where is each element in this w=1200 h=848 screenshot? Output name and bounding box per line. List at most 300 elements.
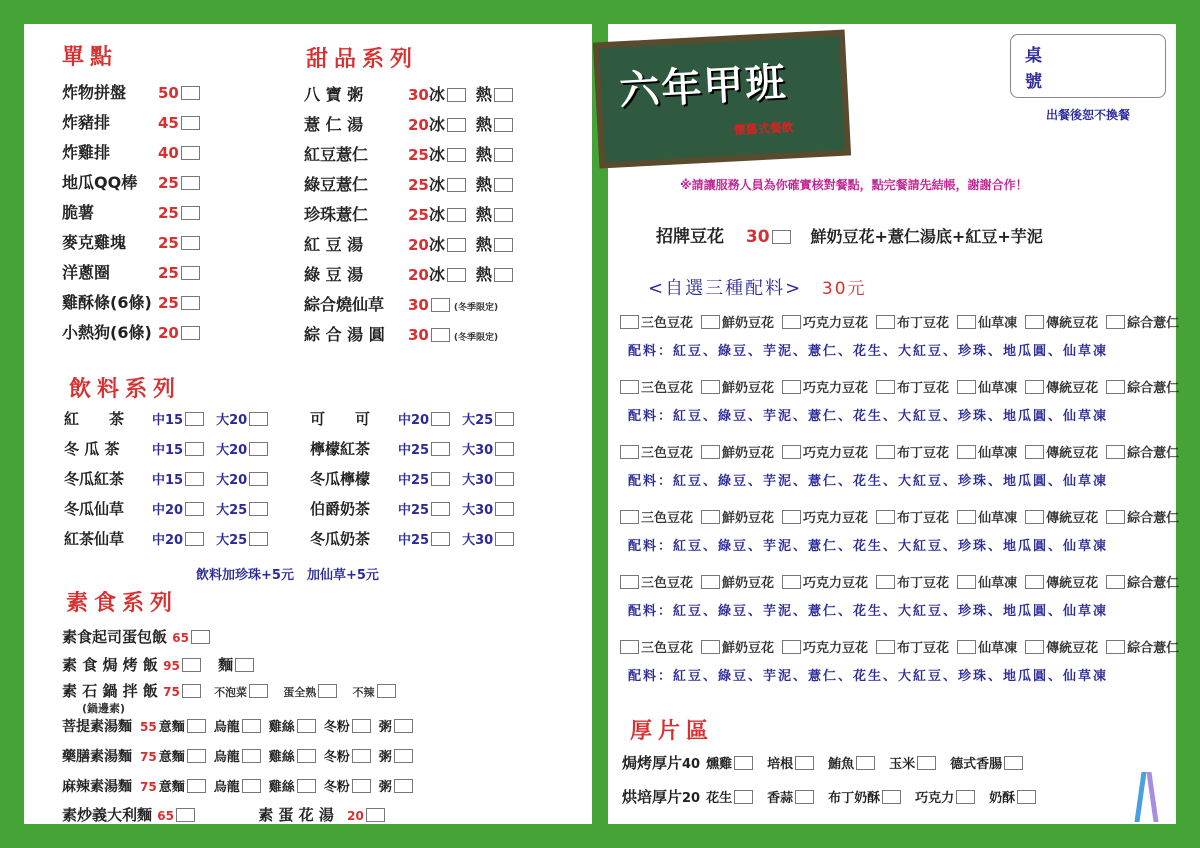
single-item-checkbox[interactable] [181,326,200,340]
single-item-checkbox[interactable] [181,266,200,280]
dessert-item-price: 20 [408,116,429,134]
mid-price: 20 [411,413,430,428]
custom-base-label: 巧克力豆花 [803,446,869,461]
mid-label: 中 [152,413,166,428]
single-item-name: 麥克雞塊 [62,233,127,252]
drink-item-row [310,468,516,489]
drink-item-row [310,528,516,549]
single-item-price: 25 [158,204,179,222]
veg-pasta-price: 65 [157,809,174,823]
no-exchange-note: 出餐後恕不換餐 [1046,108,1131,122]
custom-base-checkbox[interactable] [782,575,801,589]
custom-base-checkbox[interactable] [782,380,801,394]
noodle-option-label: 雞絲 [268,720,295,735]
board-subtitle: 懷舊式餐飲 [733,120,794,138]
large-label: 大 [462,503,476,518]
large-price: 30 [475,473,494,488]
veg-cheese-price: 65 [172,631,189,645]
large-checkbox[interactable] [249,442,268,456]
noodle-option-label: 烏龍 [213,780,240,795]
custom-base-checkbox[interactable] [1106,640,1125,654]
table-label-2: 號 [1025,72,1042,92]
mid-label: 中 [398,533,412,548]
custom-base-checkbox[interactable] [701,640,720,654]
custom-base-checkbox[interactable] [1106,380,1125,394]
mid-checkbox[interactable] [431,412,450,426]
single-item-checkbox[interactable] [181,236,200,250]
ice-checkbox[interactable] [447,88,466,102]
dessert-item-checkbox[interactable] [431,328,450,342]
noodle-option-label: 粥 [378,780,392,795]
noodle-option-checkbox[interactable] [187,719,206,733]
custom-base-checkbox[interactable] [1025,640,1044,654]
veg-soup-row [62,776,415,796]
custom-base-checkbox[interactable] [620,315,639,329]
noodle-option-checkbox[interactable] [297,719,316,733]
drinks-addon-note: 飲料加珍珠+5元 加仙草+5元 [196,568,379,583]
custom-base-label: 鮮奶豆花 [722,511,775,526]
noodle-option-checkbox[interactable] [394,779,413,793]
signature-name: 招牌豆花 [656,227,724,247]
custom-base-option [618,573,693,591]
custom-base-option [1023,638,1098,656]
custom-base-checkbox[interactable] [1025,315,1044,329]
custom-base-option [955,573,1017,591]
table-label-1: 桌 [1025,46,1042,66]
custom-base-checkbox[interactable] [957,445,976,459]
custom-base-label: 綜合薏仁 [1127,446,1180,461]
single-item-checkbox[interactable] [181,296,200,310]
noodle-option-checkbox[interactable] [242,779,261,793]
hot-checkbox[interactable] [494,238,513,252]
mid-checkbox[interactable] [431,532,450,546]
custom-base-label: 鮮奶豆花 [722,316,775,331]
hot-checkbox[interactable] [494,148,513,162]
single-item-price: 20 [158,324,179,342]
mid-checkbox[interactable] [185,532,204,546]
custom-base-checkbox[interactable] [1106,510,1125,524]
custom-base-option [1023,573,1098,591]
drink-item-name: 冬瓜仙草 [64,500,125,518]
veg-eggsoup-checkbox[interactable] [366,808,385,822]
custom-base-checkbox[interactable] [876,510,895,524]
drink-item-name: 冬瓜奶茶 [310,530,371,548]
custom-base-checkbox[interactable] [782,640,801,654]
custom-base-label: 仙草凍 [978,446,1018,461]
mid-price: 15 [165,413,184,428]
large-checkbox[interactable] [495,532,514,546]
toast-option-checkbox[interactable] [795,756,814,770]
dessert-item-row [304,322,498,345]
custom-base-option [699,638,774,656]
large-label: 大 [462,443,476,458]
custom-base-checkbox[interactable] [701,315,720,329]
custom-base-checkbox[interactable] [1106,315,1125,329]
toast-option-label: 鮪魚 [828,757,855,772]
custom-base-option [1104,378,1179,396]
noodle-option-checkbox[interactable] [394,719,413,733]
custom-base-label: 布丁豆花 [897,576,950,591]
large-checkbox[interactable] [495,502,514,516]
custom-base-checkbox[interactable] [957,640,976,654]
toast-option-checkbox[interactable] [795,790,814,804]
dessert-item-name: 紅豆薏仁 [304,145,369,164]
noodle-option-checkbox[interactable] [242,719,261,733]
veg-bibim-opt1: 不泡菜 [214,686,248,699]
custom-base-checkbox[interactable] [782,315,801,329]
ice-checkbox[interactable] [447,118,466,132]
large-checkbox[interactable] [495,442,514,456]
drink-item-row [64,498,270,519]
custom-base-checkbox[interactable] [701,575,720,589]
custom-base-checkbox[interactable] [701,380,720,394]
custom-base-checkbox[interactable] [701,510,720,524]
custom-base-checkbox[interactable] [876,380,895,394]
veg-soup-row [62,716,415,736]
mid-checkbox[interactable] [185,412,204,426]
large-label: 大 [462,413,476,428]
custom-title: <自選三種配料> [648,278,803,299]
noodle-option-checkbox[interactable] [394,749,413,763]
toast-option-label: 燻雞 [706,757,733,772]
custom-base-checkbox[interactable] [1106,445,1125,459]
custom-base-label: 布丁豆花 [897,641,950,656]
single-item-row [62,290,202,313]
dessert-item-row [304,202,515,225]
single-item-name: 地瓜QQ棒 [62,173,138,192]
toast-option-label: 花生 [706,791,733,806]
custom-base-option [699,378,774,396]
mid-checkbox[interactable] [431,442,450,456]
custom-base-option [699,573,774,591]
custom-base-checkbox[interactable] [1106,575,1125,589]
mid-label: 中 [398,413,412,428]
custom-base-checkbox[interactable] [782,445,801,459]
custom-base-label: 三色豆花 [641,511,694,526]
single-item-name: 小熱狗(6條) [62,323,152,342]
veg-section-title: 素食系列 [66,591,179,616]
drink-item-row [64,528,270,549]
hot-label: 熱 [475,145,492,164]
seasonal-note: (冬季限定) [453,333,499,343]
single-item-name: 洋蔥圈 [62,263,111,282]
veg-eggsoup-name: 素 蛋 花 湯 [258,806,334,824]
custom-base-checkbox[interactable] [876,640,895,654]
custom-base-label: 布丁豆花 [897,316,950,331]
single-item-checkbox[interactable] [181,116,200,130]
ice-label: 冰 [428,85,445,104]
hot-label: 熱 [475,265,492,284]
hot-label: 熱 [475,85,492,104]
custom-base-label: 巧克力豆花 [803,316,869,331]
custom-base-option [1104,508,1179,526]
drink-item-name: 冬瓜檸檬 [310,470,371,488]
large-checkbox[interactable] [249,412,268,426]
custom-base-checkbox[interactable] [876,315,895,329]
single-item-checkbox[interactable] [181,86,200,100]
single-item-checkbox[interactable] [181,206,200,220]
toast-option-checkbox[interactable] [734,756,753,770]
ice-checkbox[interactable] [447,148,466,162]
custom-base-checkbox[interactable] [957,575,976,589]
hot-checkbox[interactable] [494,208,513,222]
veg-bibim-opt1-checkbox[interactable] [249,684,268,698]
toast-option-checkbox[interactable] [1004,756,1023,770]
custom-base-checkbox[interactable] [701,445,720,459]
custom-base-label: 仙草凍 [978,316,1018,331]
veg-bibim-checkbox[interactable] [182,684,201,698]
custom-base-label: 三色豆花 [641,381,694,396]
single-item-row [62,140,202,163]
table-number-box[interactable] [1010,34,1166,98]
veg-baked-rice-checkbox[interactable] [182,658,201,672]
toast-name: 烘培厚片 [622,788,683,806]
mid-checkbox[interactable] [185,442,204,456]
dessert-item-row [304,232,515,255]
service-notice: ※請讓服務人員為你確實核對餐點，點完餐請先結帳，謝謝合作！ [680,178,1028,192]
ice-checkbox[interactable] [447,238,466,252]
dessert-item-name: 綠 豆 湯 [304,265,364,284]
veg-eggsoup-price: 20 [347,809,364,823]
custom-base-label: 綜合薏仁 [1127,316,1180,331]
large-checkbox[interactable] [249,502,268,516]
ice-label: 冰 [428,115,445,134]
hot-label: 熱 [475,235,492,254]
single-item-checkbox[interactable] [181,176,200,190]
veg-bibim-opt3: 不辣 [352,686,375,699]
custom-base-label: 傳統豆花 [1046,316,1099,331]
noodle-option-checkbox[interactable] [352,719,371,733]
single-item-name: 炸物拼盤 [62,83,127,102]
toast-price: 40 [682,757,701,772]
custom-base-row [618,377,1185,396]
noodle-option-checkbox[interactable] [297,749,316,763]
ice-label: 冰 [428,205,445,224]
drinks-section-title: 飲料系列 [69,377,182,402]
large-price: 20 [229,473,248,488]
mid-label: 中 [398,503,412,518]
custom-base-label: 仙草凍 [978,576,1018,591]
noodle-option-label: 冬粉 [323,780,350,795]
noodle-option-checkbox[interactable] [352,779,371,793]
veg-bibim-opt3-checkbox[interactable] [377,684,396,698]
custom-base-option [1023,313,1098,331]
dessert-item-price: 30 [408,296,429,314]
custom-base-label: 布丁豆花 [897,511,950,526]
noodle-option-label: 意麵 [158,720,185,735]
noodle-option-label: 粥 [378,720,392,735]
noodle-option-checkbox[interactable] [352,749,371,763]
single-item-price: 25 [158,264,179,282]
custom-base-label: 綜合薏仁 [1127,641,1180,656]
custom-base-label: 鮮奶豆花 [722,381,775,396]
custom-base-checkbox[interactable] [620,510,639,524]
toast-name: 焗烤厚片 [622,754,683,772]
custom-base-checkbox[interactable] [957,380,976,394]
veg-baked-noodle-checkbox[interactable] [235,658,254,672]
hot-checkbox[interactable] [494,118,513,132]
drink-item-row [64,438,270,459]
dessert-item-row [304,142,515,165]
large-label: 大 [216,443,230,458]
noodle-option-label: 雞絲 [268,780,295,795]
mid-checkbox[interactable] [185,472,204,486]
custom-base-option [874,443,949,461]
single-item-row [62,170,202,193]
mid-label: 中 [398,473,412,488]
ice-checkbox[interactable] [447,178,466,192]
custom-base-label: 三色豆花 [641,576,694,591]
single-item-price: 25 [158,174,179,192]
left-menu-page [24,24,592,824]
custom-base-checkbox[interactable] [876,445,895,459]
single-item-name: 炸雞排 [62,143,111,162]
custom-base-option [618,378,693,396]
dessert-item-name: 綜 合 湯 圓 [304,325,385,344]
custom-base-checkbox[interactable] [1025,575,1044,589]
drink-item-row [310,438,516,459]
toast-option-label: 玉米 [889,757,916,772]
ice-label: 冰 [428,145,445,164]
toast-option-checkbox[interactable] [734,790,753,804]
single-section-title: 單點 [62,45,119,70]
custom-base-option [874,638,949,656]
dessert-item-price: 20 [408,236,429,254]
large-label: 大 [216,473,230,488]
noodle-option-checkbox[interactable] [242,749,261,763]
custom-base-option [1104,443,1179,461]
toast-option-checkbox[interactable] [917,756,936,770]
custom-base-label: 巧克力豆花 [803,641,869,656]
veg-baked-name: 素 食 焗 烤 飯 [62,656,158,674]
large-checkbox[interactable] [495,412,514,426]
toast-option-checkbox[interactable] [856,756,875,770]
custom-base-checkbox[interactable] [782,510,801,524]
custom-base-checkbox[interactable] [620,640,639,654]
large-checkbox[interactable] [249,532,268,546]
ice-label: 冰 [428,235,445,254]
mid-price: 15 [165,473,184,488]
noodle-option-label: 雞絲 [268,750,295,765]
toast-option-checkbox[interactable] [882,790,901,804]
noodle-option-label: 冬粉 [323,750,350,765]
custom-base-option [618,313,693,331]
ice-label: 冰 [428,265,445,284]
hot-checkbox[interactable] [494,268,513,282]
custom-base-checkbox[interactable] [957,315,976,329]
drink-item-row [64,468,270,489]
custom-base-label: 三色豆花 [641,446,694,461]
dessert-item-price: 25 [408,176,429,194]
veg-pasta-name: 素炒義大利麵 [62,806,153,824]
ice-checkbox[interactable] [447,208,466,222]
single-item-row [62,230,202,253]
custom-base-label: 傳統豆花 [1046,381,1099,396]
mid-checkbox[interactable] [185,502,204,516]
custom-base-option [874,313,949,331]
dessert-item-checkbox[interactable] [431,298,450,312]
drink-item-name: 冬 瓜 茶 [64,440,120,458]
noodle-option-label: 烏龍 [213,750,240,765]
mid-checkbox[interactable] [431,502,450,516]
single-item-checkbox[interactable] [181,146,200,160]
custom-base-checkbox[interactable] [1025,510,1044,524]
mid-price: 20 [165,503,184,518]
custom-base-row [618,312,1185,331]
large-label: 大 [216,533,230,548]
single-item-price: 40 [158,144,179,162]
veg-soup-price: 55 [140,720,157,734]
mid-checkbox[interactable] [431,472,450,486]
single-item-row [62,80,202,103]
custom-base-checkbox[interactable] [957,510,976,524]
noodle-option-checkbox[interactable] [187,749,206,763]
custom-toppings-line: 配料：紅豆、綠豆、芋泥、薏仁、花生、大紅豆、珍珠、地瓜圓、仙草凍 [628,409,1109,424]
hot-label: 熱 [475,205,492,224]
right-menu-page [608,24,1180,824]
custom-base-option [1104,313,1179,331]
custom-base-checkbox[interactable] [876,575,895,589]
single-item-row [62,260,202,283]
dessert-section-title: 甜品系列 [306,47,419,72]
chalkboard-logo [593,29,851,168]
mid-label: 中 [152,533,166,548]
veg-bibim-opt2-checkbox[interactable] [318,684,337,698]
custom-base-checkbox[interactable] [620,380,639,394]
custom-base-checkbox[interactable] [1025,445,1044,459]
dessert-item-price: 30 [408,326,429,344]
dessert-item-row [304,172,515,195]
hot-checkbox[interactable] [494,88,513,102]
veg-cheese-checkbox[interactable] [191,630,210,644]
hot-label: 熱 [475,115,492,134]
dessert-item-name: 綜合燒仙草 [304,295,385,314]
drink-item-name: 檸檬紅茶 [310,440,371,458]
stripe-decoration [1136,772,1160,822]
hot-label: 熱 [475,175,492,194]
custom-base-label: 傳統豆花 [1046,511,1099,526]
toast-option-checkbox[interactable] [956,790,975,804]
signature-checkbox[interactable] [772,230,791,244]
large-price: 30 [475,533,494,548]
custom-base-option [1023,378,1098,396]
veg-pasta-checkbox[interactable] [176,808,195,822]
large-price: 25 [229,503,248,518]
hot-checkbox[interactable] [494,178,513,192]
custom-base-checkbox[interactable] [620,445,639,459]
drink-item-row [310,408,516,429]
large-checkbox[interactable] [249,472,268,486]
single-item-price: 45 [158,114,179,132]
veg-soup-name: 菩提素湯麵 [62,719,132,735]
signature-desc: 鮮奶豆花+薏仁湯底+紅豆+芋泥 [810,227,1043,246]
custom-base-checkbox[interactable] [1025,380,1044,394]
noodle-option-label: 烏龍 [213,720,240,735]
custom-base-checkbox[interactable] [620,575,639,589]
ice-checkbox[interactable] [447,268,466,282]
custom-base-label: 三色豆花 [641,316,694,331]
dessert-item-price: 25 [408,206,429,224]
custom-toppings-line: 配料：紅豆、綠豆、芋泥、薏仁、花生、大紅豆、珍珠、地瓜圓、仙草凍 [628,539,1109,554]
toast-option-checkbox[interactable] [1017,790,1036,804]
custom-base-option [780,313,868,331]
large-checkbox[interactable] [495,472,514,486]
custom-base-label: 仙草凍 [978,381,1018,396]
custom-base-label: 傳統豆花 [1046,446,1099,461]
custom-base-label: 綜合薏仁 [1127,576,1180,591]
noodle-option-checkbox[interactable] [187,779,206,793]
noodle-option-checkbox[interactable] [297,779,316,793]
